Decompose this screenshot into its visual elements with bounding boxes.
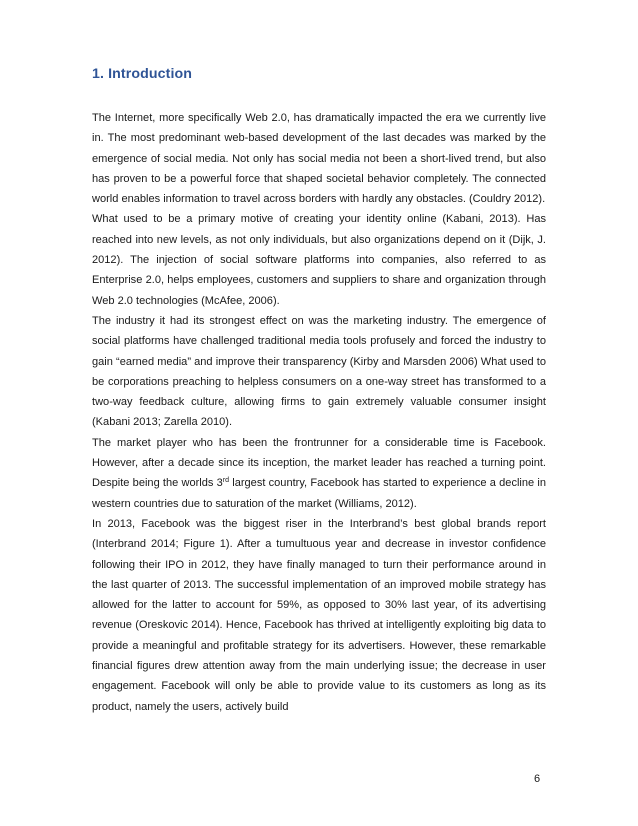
paragraph-marketing-industry: The industry it had its strongest effect on was the marketing industry. The emergence of social platforms have challenged traditional media tools profusely and forced the industry to gain “earned media” and improve their transparency (Kirby and Marsden 2006) What used to be corporations preaching to helpless consumers on a one-way street has transformed to a two-way feedback culture, allowing firms to gain extremely valuable consumer insight (Kabani 2013; Zarella 2010).	[92, 314, 546, 429]
paragraph-facebook-frontrunner	[92, 433, 546, 514]
paragraph-social-media: The Internet, more specifically Web 2.0, has dramatically impacted the era we currently live in. The most predominant web-based development of the last decades was marked by the emergence of social media. Not only has social media not been a short-lived trend, but also has proven to be a powerful force that shaped societal behavior completely. The connected world enables information to travel across borders with hardly any obstacles. (Couldry 2012).	[92, 112, 546, 206]
paragraph-interbrand-report: In 2013, Facebook was the biggest riser in the Interbrand’s best global brands report (Interbrand 2014; Figure 1). After a tumultuous year and decrease in investor confidence following their IPO in 2012, they have finally managed to turn their performance around in the last quarter of 2013. The successful implementation of an improved mobile strategy has allowed for the latter to account for 59%, as opposed to 30% last year, of its advertising revenue (Oreskovic 2014). Hence, Facebook has thrived at intelligently exploiting big data to provide a meaningful and profitable strategy for its advertisers. However, these remarkable financial figures drew attention away from the main underlying issue; the decrease in user engagement. Facebook will only be able to provide value to its customers as long as its product, namely the users, actively build	[92, 517, 546, 713]
paragraph-identity-online: What used to be a primary motive of creating your identity online (Kabani, 2013). Has reached into new levels, as not only individuals, but also organizations depend on it (Dijk, J. 2012). The injection of social software platforms into companies, also referred to as Enterprise 2.0, helps employees, customers and suppliers to share and organization through Web 2.0 technologies (McAfee, 2006).	[92, 213, 546, 307]
ordinal-superscript: rd	[222, 477, 230, 485]
paragraph-text: largest country, Facebook has started to experience a decline in western countries due to saturation of the market (Williams, 2012).	[92, 477, 546, 510]
body-text	[92, 108, 546, 717]
section-heading: 1. Introduction	[92, 66, 193, 82]
paragraph-text: The market player who has been the frontrunner for a considerable time is Facebook. However, after a decade since its inception, the market leader has reached a turning point. Despite being the worlds 3	[92, 436, 546, 490]
page-number: 6	[534, 773, 541, 785]
